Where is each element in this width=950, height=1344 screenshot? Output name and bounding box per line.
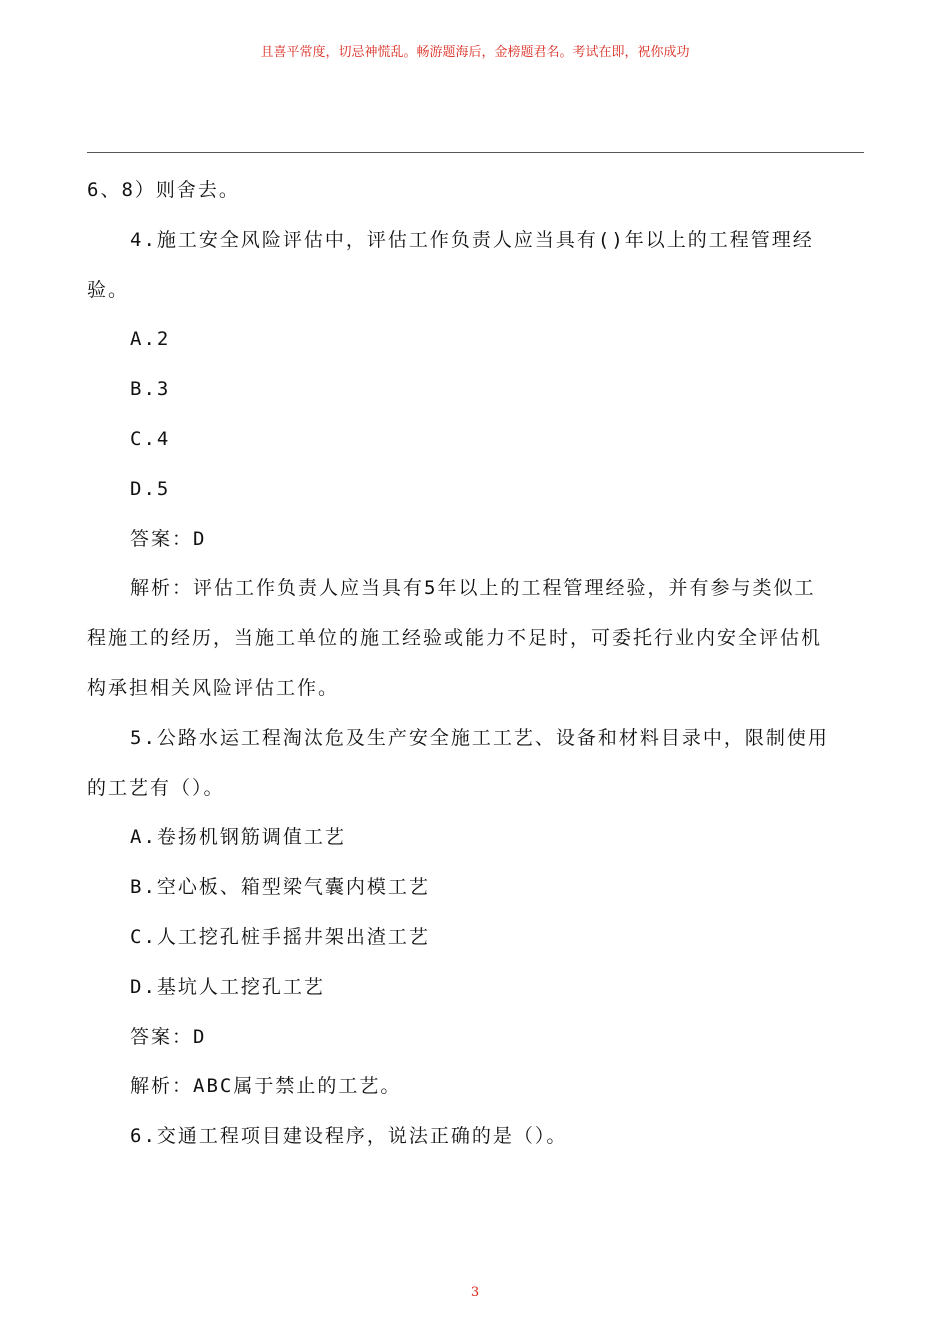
question-5-option-d: D.基坑人工挖孔工艺 xyxy=(130,975,325,998)
question-4-option-a: A.2 xyxy=(130,328,171,351)
question-5-option-a: A.卷扬机钢筋调值工艺 xyxy=(130,826,346,849)
question-5-answer: 答案：D xyxy=(130,1025,207,1048)
question-5-stem-cont: 的工艺有（）。 xyxy=(87,776,225,799)
question-4-option-d: D.5 xyxy=(130,477,171,500)
question-4-analysis-cont: 程施工的经历，当施工单位的施工经验或能力不足时，可委托行业内安全评估机 xyxy=(87,627,823,650)
header-divider xyxy=(87,152,864,153)
document-body xyxy=(87,166,867,1162)
question-4-analysis: 解析：评估工作负责人应当具有5年以上的工程管理经验，并有参与类似工 xyxy=(130,577,816,600)
question-4-stem-cont: 验。 xyxy=(87,278,130,301)
question-5-option-c: C.人工挖孔桩手摇井架出渣工艺 xyxy=(130,925,430,948)
question-4-option-c: C.4 xyxy=(130,427,171,450)
text-line: 6、8）则舍去。 xyxy=(87,179,240,201)
page-number: 3 xyxy=(470,1285,480,1300)
question-5-stem: 5.公路水运工程淘汰危及生产安全施工工艺、设备和材料目录中，限制使用 xyxy=(130,726,829,749)
question-4-answer: 答案：D xyxy=(130,527,207,550)
question-5-analysis: 解析：ABC属于禁止的工艺。 xyxy=(130,1075,402,1098)
question-4-option-b: B.3 xyxy=(130,378,171,401)
question-6-stem: 6.交通工程项目建设程序，说法正确的是（）。 xyxy=(130,1125,568,1148)
question-4-stem: 4.施工安全风险评估中，评估工作负责人应当具有()年以上的工程管理经 xyxy=(130,228,814,251)
question-4-analysis-cont: 构承担相关风险评估工作。 xyxy=(87,676,340,699)
header-motto: 且喜平常度，切忌神慌乱。畅游题海后，金榜题君名。考试在即，祝你成功 xyxy=(260,45,690,60)
question-5-option-b: B.空心板、箱型梁气囊内模工艺 xyxy=(130,876,430,899)
